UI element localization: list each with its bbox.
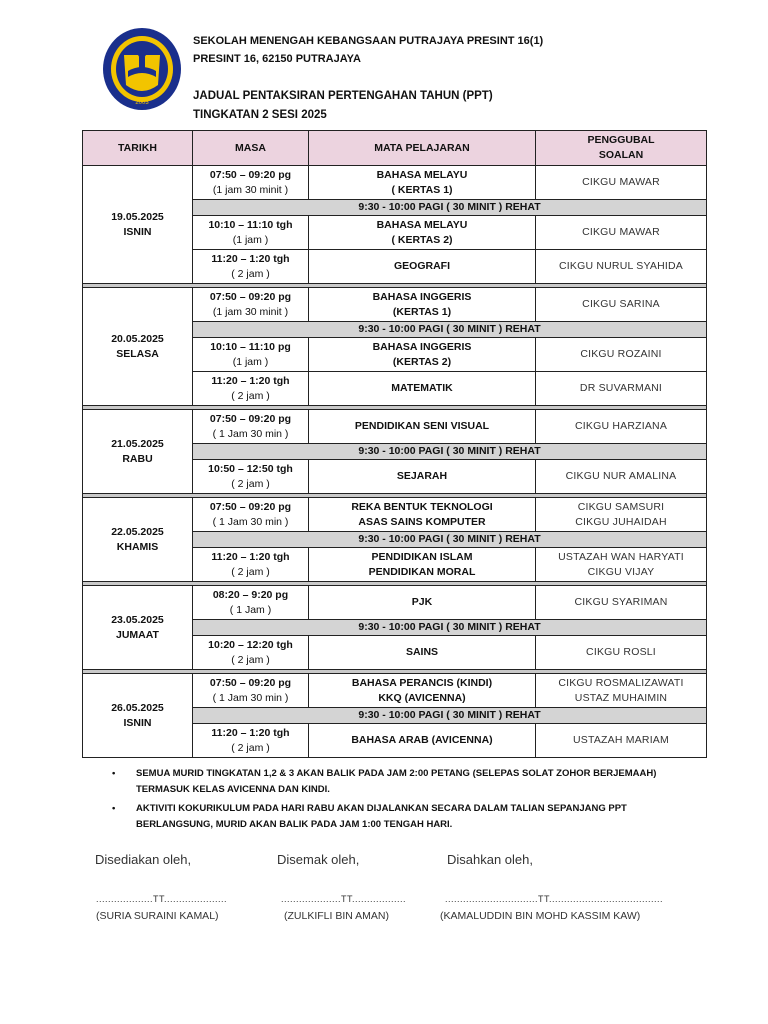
subject-text: SEJARAH xyxy=(396,470,448,482)
time-range: 10:50 – 12:50 tgh xyxy=(208,462,293,475)
time-range: 07:50 – 09:20 pg xyxy=(209,500,292,513)
time-range: 10:10 – 11:10 pg xyxy=(210,340,291,353)
time-cell xyxy=(193,372,309,406)
subject-cell xyxy=(309,372,536,406)
subject-text: GEOGRAFI xyxy=(393,260,450,272)
subject-cell xyxy=(309,288,536,322)
teacher-text: USTAZAH MARIAM xyxy=(573,734,669,746)
subject-cell xyxy=(309,460,536,494)
subject-text: BAHASA MELAYU xyxy=(376,168,468,181)
time-range: 07:50 – 09:20 pg xyxy=(209,168,292,181)
teacher-cell xyxy=(536,460,707,494)
time-cell xyxy=(193,548,309,582)
teacher-text: USTAZ MUHAIMIN xyxy=(574,691,668,704)
subject-text: SAINS xyxy=(405,646,439,658)
note-item: • AKTIVITI KOKURIKULUM PADA HARI RABU AKAN DIJALANKAN SECARA DALAM TALIAN SEPANJANG PPT BERLANGSUNG, MURID AKAN BALIK PADA JAM 1:00 TENGAH HARI. xyxy=(112,803,627,830)
date-cell xyxy=(83,498,193,582)
date-text: 20.05.2025 xyxy=(111,332,164,345)
day-text: KHAMIS xyxy=(116,540,159,553)
header-tarikh: TARIKH xyxy=(83,131,193,166)
approved-by-label: Disahkan oleh, xyxy=(447,852,533,867)
subject-text: BAHASA INGGERIS xyxy=(372,290,472,303)
date-text: 26.05.2025 xyxy=(111,701,164,714)
teacher-cell xyxy=(536,216,707,250)
subject-text: PENDIDIKAN SENI VISUAL xyxy=(354,420,490,432)
date-text: 23.05.2025 xyxy=(111,613,164,626)
subject-cell xyxy=(309,250,536,284)
duration: ( 2 jam ) xyxy=(231,653,270,666)
subject-cell xyxy=(309,636,536,670)
time-range: 11:20 – 1:20 tgh xyxy=(211,252,290,265)
exam-schedule-table xyxy=(82,130,707,758)
subject-cell xyxy=(309,338,536,372)
time-cell xyxy=(193,338,309,372)
duration: (1 jam 30 minit ) xyxy=(212,183,289,196)
teacher-text: CIKGU MAWAR xyxy=(582,226,660,238)
table-row xyxy=(83,410,707,444)
teacher-text: CIKGU SYARIMAN xyxy=(574,596,668,608)
subject-text: BAHASA PERANCIS (KINDI) xyxy=(351,676,493,689)
time-cell xyxy=(193,410,309,444)
subject-text: BAHASA MELAYU xyxy=(376,218,468,231)
break-cell: 9:30 - 10:00 PAGI ( 30 MINIT ) REHAT xyxy=(193,444,707,460)
date-text: 21.05.2025 xyxy=(111,437,164,450)
subject-cell xyxy=(309,498,536,532)
date-cell xyxy=(83,674,193,758)
subject-text: ASAS SAINS KOMPUTER xyxy=(358,515,486,528)
time-cell xyxy=(193,288,309,322)
time-range: 07:50 – 09:20 pg xyxy=(209,412,292,425)
time-cell xyxy=(193,216,309,250)
time-range: 11:20 – 1:20 tgh xyxy=(211,374,290,387)
header-mata-pelajaran: MATA PELAJARAN xyxy=(309,131,536,166)
time-cell xyxy=(193,674,309,708)
document-subtitle: TINGKATAN 2 SESI 2025 xyxy=(193,109,327,121)
school-address: PRESINT 16, 62150 PUTRAJAYA xyxy=(193,53,361,65)
time-range: 10:20 – 12:20 tgh xyxy=(208,638,293,651)
teacher-cell xyxy=(536,250,707,284)
teacher-text: CIKGU SARINA xyxy=(582,298,660,310)
teacher-text: CIKGU HARZIANA xyxy=(574,420,668,432)
teacher-cell xyxy=(536,372,707,406)
time-cell xyxy=(193,460,309,494)
duration: ( 2 jam ) xyxy=(231,477,270,490)
subject-text: BAHASA ARAB (AVICENNA) xyxy=(351,734,493,746)
table-row xyxy=(83,288,707,322)
time-range: 08:20 – 9:20 pg xyxy=(212,588,289,601)
prepared-by-label: Disediakan oleh, xyxy=(95,852,192,867)
date-cell xyxy=(83,586,193,670)
day-text: ISNIN xyxy=(123,716,152,729)
time-cell xyxy=(193,166,309,200)
teacher-text: CIKGU ROSMALIZAWATI xyxy=(558,676,684,689)
day-text: ISNIN xyxy=(123,225,152,238)
time-range: 11:20 – 1:20 tgh xyxy=(211,550,290,563)
time-cell xyxy=(193,636,309,670)
subject-text: PENDIDIKAN MORAL xyxy=(368,565,476,578)
teacher-text: CIKGU NURUL SYAHIDA xyxy=(559,260,683,272)
signature-line: ...................TT..................... xyxy=(96,894,228,904)
duration: ( 2 jam ) xyxy=(231,741,270,754)
date-text: 22.05.2025 xyxy=(111,525,164,538)
duration: ( 1 Jam 30 min ) xyxy=(212,427,289,440)
subject-text: (KERTAS 1) xyxy=(392,305,452,318)
notes-list xyxy=(112,766,712,836)
subject-text: REKA BENTUK TEKNOLOGI xyxy=(351,500,493,513)
date-text: 19.05.2025 xyxy=(111,210,164,223)
time-range: 07:50 – 09:20 pg xyxy=(209,676,292,689)
subject-cell xyxy=(309,216,536,250)
teacher-text: CIKGU ROZAINI xyxy=(580,348,662,360)
table-row xyxy=(83,674,707,708)
teacher-cell xyxy=(536,724,707,758)
duration: (1 jam ) xyxy=(232,233,269,246)
teacher-cell xyxy=(536,636,707,670)
teacher-cell xyxy=(536,586,707,620)
date-cell xyxy=(83,410,193,494)
teacher-cell xyxy=(536,288,707,322)
time-cell xyxy=(193,250,309,284)
subject-cell xyxy=(309,586,536,620)
teacher-text: CIKGU VIJAY xyxy=(587,565,655,578)
subject-text: PJK xyxy=(411,596,433,608)
school-crest-logo xyxy=(102,27,182,111)
teacher-text: CIKGU NUR AMALINA xyxy=(565,470,677,482)
checked-by-label: Disemak oleh, xyxy=(277,852,360,867)
header-penggubal-soalan xyxy=(536,131,707,166)
subject-text: ( KERTAS 2) xyxy=(391,233,453,246)
duration: ( 1 Jam 30 min ) xyxy=(212,691,289,704)
teacher-text: CIKGU MAWAR xyxy=(582,176,660,188)
checker-name: (ZULKIFLI BIN AMAN) xyxy=(284,910,390,922)
date-cell xyxy=(83,288,193,406)
duration: ( 2 jam ) xyxy=(231,267,270,280)
break-cell: 9:30 - 10:00 PAGI ( 30 MINIT ) REHAT xyxy=(193,532,707,548)
teacher-cell xyxy=(536,548,707,582)
table-row xyxy=(83,166,707,200)
teacher-text: CIKGU ROSLI xyxy=(586,646,656,658)
subject-cell xyxy=(309,674,536,708)
subject-cell xyxy=(309,410,536,444)
note-item: • SEMUA MURID TINGKATAN 1,2 & 3 AKAN BALIK PADA JAM 2:00 PETANG (SELEPAS SOLAT ZOHOR BERJEMAAH) TERMASUK KELAS AVICENNA DAN KINDI. xyxy=(112,768,657,795)
document-title: JADUAL PENTAKSIRAN PERTENGAHAN TAHUN (PPT) xyxy=(193,90,493,102)
teacher-cell xyxy=(536,410,707,444)
school-name: SEKOLAH MENENGAH KEBANGSAAN PUTRAJAYA PRESINT 16(1) xyxy=(193,35,544,47)
signature-line: ....................TT.................. xyxy=(281,894,407,904)
table-row xyxy=(83,586,707,620)
subject-text: MATEMATIK xyxy=(391,382,453,394)
break-cell: 9:30 - 10:00 PAGI ( 30 MINIT ) REHAT xyxy=(193,620,707,636)
subject-cell xyxy=(309,724,536,758)
time-range: 07:50 – 09:20 pg xyxy=(209,290,292,303)
subject-text: PENDIDIKAN ISLAM xyxy=(371,550,473,563)
day-text: SELASA xyxy=(116,347,159,360)
time-range: 10:10 – 11:10 tgh xyxy=(208,218,293,231)
table-header-row xyxy=(83,131,707,166)
day-text: RABU xyxy=(122,452,153,465)
break-cell: 9:30 - 10:00 PAGI ( 30 MINIT ) REHAT xyxy=(193,708,707,724)
teacher-cell xyxy=(536,674,707,708)
table-row xyxy=(83,498,707,532)
duration: ( 2 jam ) xyxy=(231,389,270,402)
subject-text: BAHASA INGGERIS xyxy=(372,340,472,353)
break-cell: 9:30 - 10:00 PAGI ( 30 MINIT ) REHAT xyxy=(193,322,707,338)
time-cell xyxy=(193,724,309,758)
break-cell: 9:30 - 10:00 PAGI ( 30 MINIT ) REHAT xyxy=(193,200,707,216)
day-text: JUMAAT xyxy=(116,628,159,641)
teacher-cell xyxy=(536,338,707,372)
subject-text: KKQ (AVICENNA) xyxy=(378,691,466,704)
teacher-text: CIKGU JUHAIDAH xyxy=(575,515,667,528)
header-masa: MASA xyxy=(193,131,309,166)
duration: ( 1 Jam ) xyxy=(229,603,272,616)
subject-cell xyxy=(309,548,536,582)
header-penggubal: PENGGUBAL xyxy=(587,134,655,146)
duration: (1 jam 30 minit ) xyxy=(212,305,289,318)
approver-name: (KAMALUDDIN BIN MOHD KASSIM KAW) xyxy=(440,910,641,922)
duration: ( 1 Jam 30 min ) xyxy=(212,515,289,528)
logo-year-text: 2003 xyxy=(135,100,149,106)
teacher-text: DR SUVARMANI xyxy=(579,382,663,394)
subject-cell xyxy=(309,166,536,200)
teacher-cell xyxy=(536,166,707,200)
subject-text: ( KERTAS 1) xyxy=(391,183,453,196)
teacher-cell xyxy=(536,498,707,532)
teacher-text: CIKGU SAMSURI xyxy=(577,500,665,513)
header-soalan: SOALAN xyxy=(598,149,644,161)
date-cell xyxy=(83,166,193,284)
time-cell xyxy=(193,586,309,620)
duration: (1 jam ) xyxy=(232,355,269,368)
time-cell xyxy=(193,498,309,532)
subject-text: (KERTAS 2) xyxy=(392,355,452,368)
duration: ( 2 jam ) xyxy=(231,565,270,578)
time-range: 11:20 – 1:20 tgh xyxy=(211,726,290,739)
preparer-name: (SURIA SURAINI KAMAL) xyxy=(96,910,219,922)
signature-line: ...............................TT...................................... xyxy=(445,894,664,904)
teacher-text: USTAZAH WAN HARYATI xyxy=(558,550,684,563)
